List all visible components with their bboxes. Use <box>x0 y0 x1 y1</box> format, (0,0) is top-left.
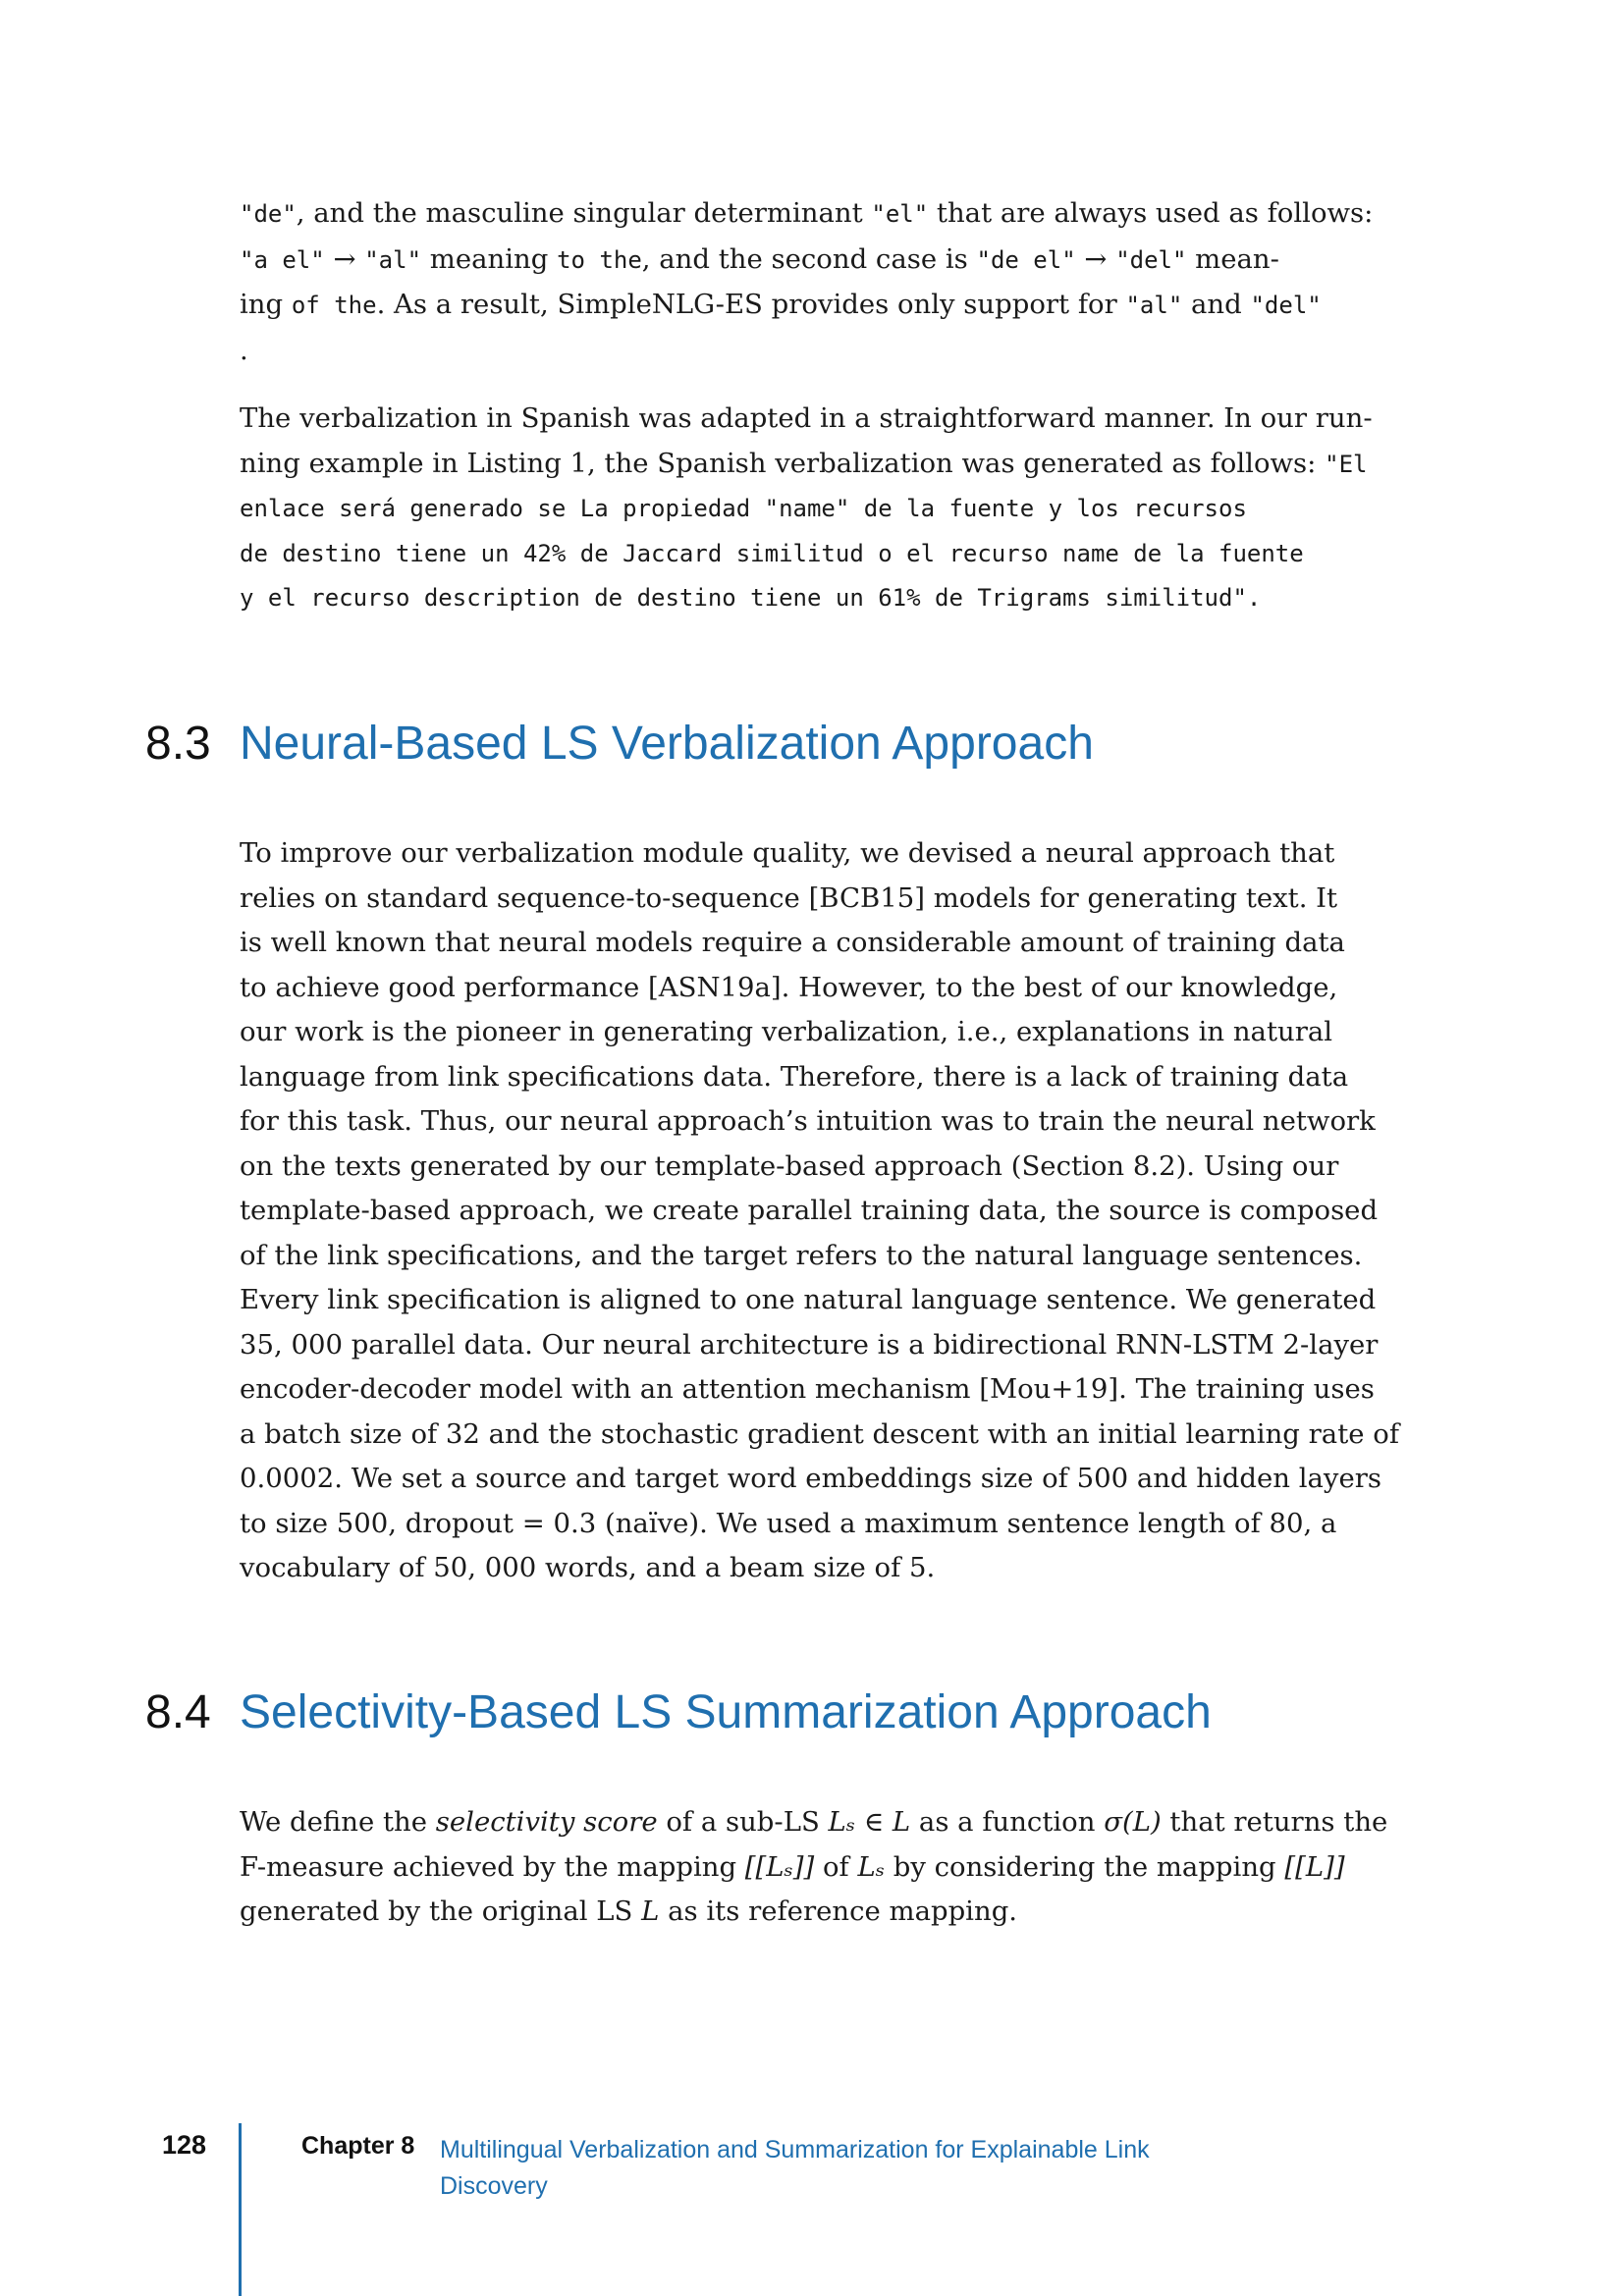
text-span: as a function <box>910 1806 1105 1838</box>
text-line <box>240 191 1374 238</box>
text-line <box>240 238 1320 284</box>
text-line <box>240 1800 1388 1845</box>
text-line: template-based approach, we create parallel training data, the source is composed <box>240 1195 1379 1226</box>
text-span: . <box>240 334 248 366</box>
text-span: generated by the original LS <box>240 1896 642 1927</box>
code-token: of the <box>291 292 377 319</box>
section-heading-8-3 <box>145 717 1094 771</box>
text-line: encoder-decoder model with an attention mechanism [Mou+19]. The training uses <box>240 1373 1375 1405</box>
section-title: Neural-Based LS Verbalization Approach <box>240 718 1094 770</box>
text-line <box>240 1845 1345 1891</box>
code-token: "de el" <box>976 245 1076 274</box>
text-span: ning example in Listing 1, the Spanish verbalization was generated as follows: <box>240 447 1326 479</box>
math-expression: [[Lₛ]] <box>744 1850 815 1883</box>
code-token: "el" <box>871 200 929 228</box>
text-line: is well known that neural models require a considerable amount of training data <box>240 927 1345 958</box>
math-expression: [[L]] <box>1284 1850 1345 1883</box>
text-line: 35, 000 parallel data. Our neural architecture is a bidirectional RNN-LSTM 2-layer <box>240 1328 1379 1361</box>
code-token: to the <box>557 245 642 274</box>
math-expression: L <box>641 1896 660 1927</box>
text-span: and <box>1182 289 1251 320</box>
text-span: meaning <box>421 242 558 275</box>
text-line: to achieve good performance [ASN19a]. However, to the best of our knowledge, <box>240 971 1338 1003</box>
text-line: our work is the pioneer in generating verbalization, i.e., explanations in natural <box>240 1016 1333 1047</box>
footer-divider <box>239 2123 242 2296</box>
text-line: To improve our verbalization module quality, we devised a neural approach that <box>240 837 1335 869</box>
code-line: enlace será generado se La propiedad "name" de la fuente y los recursos <box>240 495 1247 522</box>
emphasis-term: selectivity score <box>435 1806 658 1838</box>
text-line <box>240 283 1320 329</box>
code-token: "al" <box>1125 292 1183 319</box>
text-line <box>240 442 1368 488</box>
code-token: "al" <box>364 245 422 274</box>
chapter-title: Multilingual Verbalization and Summarization for Explainable Link Discovery <box>440 2136 1150 2200</box>
text-span: by considering the mapping <box>885 1850 1285 1883</box>
text-span: as its reference mapping. <box>659 1896 1018 1927</box>
paragraph-neural-approach <box>240 831 1399 1591</box>
text-span: that returns the <box>1161 1806 1388 1838</box>
paragraph-spanish-contractions <box>240 191 1374 373</box>
math-expression: Lₛ ∈ L <box>828 1806 911 1838</box>
text-line: a batch size of 32 and the stochastic gradient descent with an initial learning rate of <box>240 1417 1399 1450</box>
section-number: 8.4 <box>145 1686 211 1738</box>
code-token: "El <box>1325 450 1368 478</box>
code-line: y el recurso description de destino tiene un 61% de Trigrams similitud". <box>240 584 1262 612</box>
text-line: Every link specification is aligned to one natural language sentence. We generated <box>240 1284 1377 1315</box>
section-title: Selectivity-Based LS Summarization Approach <box>240 1686 1212 1738</box>
text-line: for this task. Thus, our neural approach’s intuition was to train the neural network <box>240 1105 1376 1137</box>
text-line: The verbalization in Spanish was adapted in a straightforward manner. In our run- <box>240 402 1373 434</box>
text-line: relies on standard sequence-to-sequence [BCB15] models for generating text. It <box>240 881 1338 914</box>
text-line: to size 500, dropout = 0.3 (naïve). We used a maximum sentence length of 80, a <box>240 1507 1337 1539</box>
text-span: mean- <box>1186 242 1279 275</box>
text-span: of <box>814 1850 858 1883</box>
paragraph-spanish-verbalization <box>240 397 1373 621</box>
text-span: F-measure achieved by the mapping <box>240 1850 745 1883</box>
text-line: vocabulary of 50, 000 words, and a beam size of 5. <box>240 1552 936 1583</box>
math-expression: σ(L) <box>1104 1806 1162 1838</box>
text-line: 0.0002. We set a source and target word embeddings size of 500 and hidden layers <box>240 1463 1381 1494</box>
code-token: "del" <box>1115 245 1187 274</box>
text-span: , and the second case is <box>641 242 977 275</box>
page-number: 128 <box>162 2130 207 2160</box>
arrow-symbol: → <box>324 242 365 275</box>
code-line: de destino tiene un 42% de Jaccard similitud o el recurso name de la fuente <box>240 539 1304 567</box>
text-line: language from link specifications data. Therefore, there is a lack of training data <box>240 1060 1349 1093</box>
paragraph-selectivity-definition <box>240 1800 1388 1935</box>
section-number: 8.3 <box>145 718 211 770</box>
math-expression: Lₛ <box>857 1850 885 1883</box>
arrow-symbol: → <box>1075 242 1116 275</box>
section-heading-8-4 <box>145 1685 1212 1739</box>
text-line: on the texts generated by our template-based approach (Section 8.2). Using our <box>240 1149 1339 1182</box>
text-span: that are always used as follows: <box>928 197 1374 229</box>
code-token: "de" <box>240 200 297 228</box>
code-token: "del" <box>1250 292 1322 319</box>
code-token: "a el" <box>240 245 325 274</box>
text-line: of the link specifications, and the target refers to the natural language sentences. <box>240 1239 1363 1271</box>
chapter-label: Chapter 8 <box>301 2132 415 2160</box>
text-span: of a sub-LS <box>657 1806 829 1838</box>
text-line <box>240 329 1320 374</box>
text-span: ing <box>240 289 292 320</box>
text-line <box>240 1890 1320 1935</box>
text-span: , and the masculine singular determinant <box>296 197 872 229</box>
text-span: . As a result, SimpleNLG-ES provides only support for <box>376 289 1126 320</box>
text-span: We define the <box>240 1806 436 1838</box>
